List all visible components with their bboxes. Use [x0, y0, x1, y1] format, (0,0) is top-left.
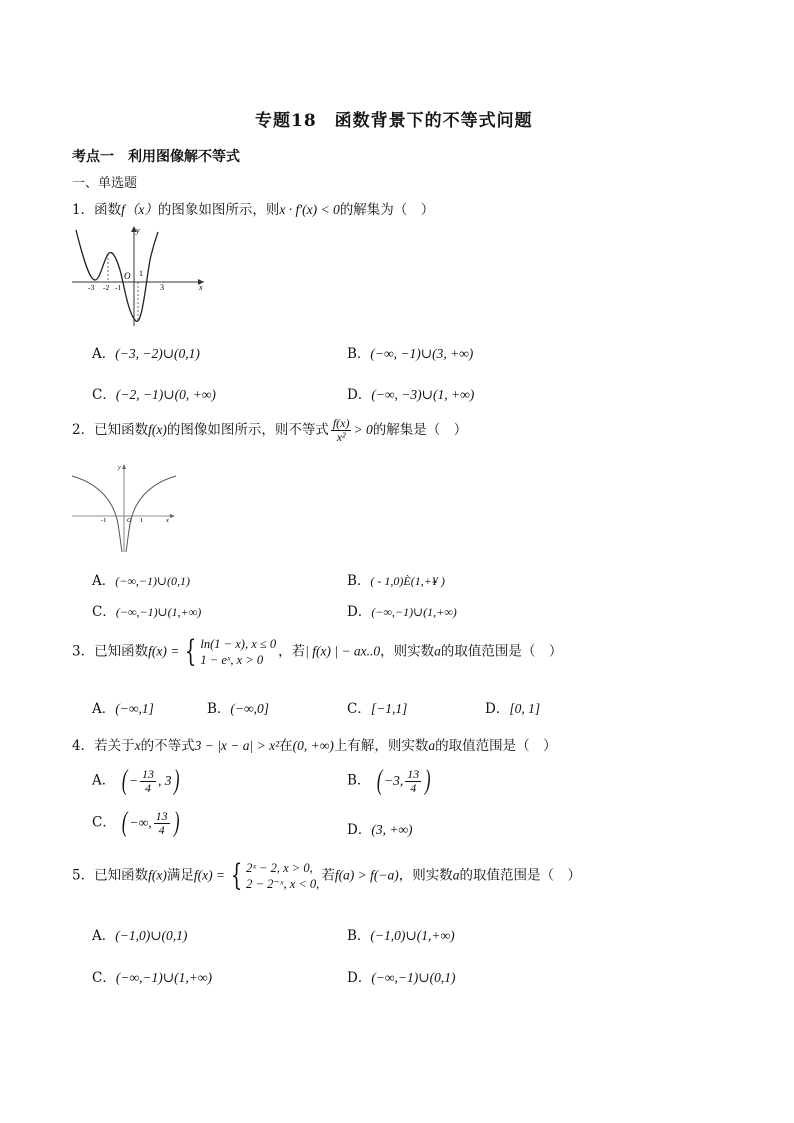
option-value: (−∞,−1)∪(1,+∞): [115, 605, 202, 619]
q3-case-1: ln(1 − x), x ≤ 0: [200, 637, 277, 651]
option-value: [−1,1]: [370, 701, 408, 716]
q2-denominator: x²: [336, 430, 346, 444]
option-value: (−1,0)∪(0,1): [115, 928, 188, 943]
q5-condition: f(a) > f(−a): [334, 867, 399, 883]
q4-mid-2: 在: [279, 738, 293, 754]
option-value: ( - 1,0)È(1,+¥ ): [370, 574, 445, 588]
q1-function: f（x）: [121, 202, 158, 217]
q4-suffix: 上有解，则实数: [333, 738, 429, 754]
question-5-stem: [72, 860, 581, 892]
denominator: 4: [145, 780, 151, 795]
question-2-stem: [72, 417, 467, 444]
q1-suffix: 的解集为（ ）: [339, 202, 435, 218]
q2-graph-label: 1: [140, 517, 144, 524]
q2-graph: [70, 462, 180, 556]
option-value: ( −3, $\frac{13}{4}$ ): [376, 765, 431, 796]
sign: −: [128, 773, 138, 788]
q4-inequality: 3 − |x − a| > x²: [194, 738, 280, 753]
denominator: 4: [410, 780, 417, 795]
option-value: (−∞,−1)∪(0,1): [115, 574, 191, 588]
q5-function: f(x): [148, 867, 167, 883]
q1-option-d[interactable]: [347, 383, 474, 403]
option-value: ( −∞, $\frac{13}{4}$ ): [122, 807, 180, 838]
q2-option-b[interactable]: [347, 569, 445, 589]
q2-suffix: 的解集是（ ）: [372, 422, 468, 438]
q4-suffix-2: 的取值范围是（ ）: [435, 738, 557, 754]
q2-graph-label: y: [118, 465, 121, 471]
q5-suffix-2: 的取值范围是（ ）: [459, 867, 582, 884]
option-label: C．: [92, 814, 116, 831]
option-value: [0, 1]: [509, 701, 541, 716]
q4-option-b[interactable]: [347, 766, 433, 796]
q5-case-1: 2ˣ − 2, x > 0,: [246, 861, 313, 875]
option-label: B．: [207, 701, 231, 717]
option-label: C．: [347, 701, 371, 717]
option-value: (3, +∞): [371, 822, 413, 837]
q5-option-d[interactable]: [347, 966, 455, 986]
q3-suffix-2: 的取值范围是（ ）: [440, 643, 563, 660]
option-value: ( − $\frac{13}{4}$ , 3 ): [121, 765, 179, 796]
option-value: (−∞,−1)∪(1,+∞): [115, 970, 212, 985]
q3-piecewise: [181, 636, 276, 668]
q2-graph-label: -1: [101, 517, 107, 524]
q2-option-c[interactable]: [92, 600, 201, 620]
q5-piecewise: [227, 860, 319, 892]
q1-mid: 的图象如图所示，则: [157, 202, 280, 218]
option-label: A．: [92, 701, 116, 717]
q2-relation: > 0: [353, 422, 373, 437]
q3-condition: | f(x) | − ax..0: [305, 643, 381, 659]
q3-option-d[interactable]: [485, 697, 540, 717]
q1-graph: [70, 222, 210, 330]
page-title: 专题18 函数背景下的不等式问题: [255, 111, 533, 131]
q3-suffix: ，则实数: [380, 643, 435, 660]
section-heading: 考点一 利用图像解不等式: [72, 149, 240, 165]
brace-icon: {: [185, 634, 197, 669]
q2-option-d[interactable]: [347, 600, 457, 620]
q1-option-a[interactable]: [92, 342, 200, 362]
q2-numerator: f(x): [332, 416, 350, 430]
q2-option-a[interactable]: [92, 569, 190, 589]
option-label: A．: [92, 346, 116, 362]
option-value: (−3, −2)∪(0,1): [115, 346, 200, 361]
numerator: 13: [407, 766, 420, 781]
question-3-stem: [72, 636, 562, 668]
q4-option-d[interactable]: [347, 818, 413, 838]
q3-case-2: 1 − eˣ, x > 0: [200, 653, 264, 667]
q2-function: f(x): [148, 422, 167, 437]
q4-prefix: 4．若关于: [72, 738, 135, 754]
q1-graph-label: O: [124, 271, 131, 281]
q1-graph-label: -2: [103, 283, 110, 292]
brace-icon: {: [230, 858, 243, 893]
option-value: (−∞,−1)∪(1,+∞): [371, 605, 457, 619]
q5-option-c[interactable]: [92, 966, 212, 986]
q5-prefix: 5．已知函数: [72, 867, 149, 884]
question-1-stem: [72, 198, 434, 218]
q5-mid: 满足: [166, 867, 194, 884]
q3-option-c[interactable]: [347, 697, 407, 717]
q3-mid: ，若: [278, 643, 306, 660]
q1-graph-label: -3: [88, 283, 95, 292]
option-label: D．: [347, 604, 372, 620]
option-label: B．: [347, 346, 371, 362]
option-label: B．: [347, 772, 371, 789]
q4-mid: 的不等式: [140, 738, 195, 754]
q2-mid: 的图像如图所示，则不等式: [166, 422, 329, 438]
option-value: (−∞,−1)∪(0,1): [371, 970, 456, 985]
q5-suffix: ，则实数: [398, 867, 453, 884]
q3-prefix: 3．已知函数: [72, 643, 149, 660]
q5-mid-2: 若: [321, 867, 335, 884]
q4-variable-x: x: [134, 738, 141, 753]
option-label: A．: [92, 772, 116, 789]
q5-case-2: 2 − 2⁻ˣ, x < 0,: [246, 877, 320, 891]
option-value: (−2, −1)∪(0, +∞): [115, 387, 216, 402]
q1-graph-label: 3: [160, 283, 164, 292]
q1-graph-label: x: [199, 283, 203, 292]
option-label: C．: [92, 970, 116, 986]
denominator: 4: [158, 822, 165, 837]
q2-graph-label: O: [127, 517, 132, 524]
q5-function-def: f(x) =: [193, 867, 226, 883]
q1-prefix: 1．函数: [72, 202, 122, 218]
option-label: D．: [347, 822, 372, 838]
q1-option-b[interactable]: [347, 342, 473, 362]
tail: , 3: [158, 773, 172, 788]
numerator: 13: [142, 766, 154, 781]
head: −3,: [384, 773, 404, 788]
option-value: (−∞,1]: [115, 701, 154, 716]
q5-option-a[interactable]: [92, 924, 187, 944]
q4-option-a[interactable]: [92, 766, 181, 796]
option-label: A．: [92, 573, 116, 589]
option-value: (−∞,0]: [230, 701, 270, 716]
option-label: B．: [347, 928, 371, 944]
option-label: A．: [92, 928, 116, 944]
q1-condition: x · f′(x) < 0: [279, 202, 340, 217]
option-label: D．: [347, 970, 372, 986]
option-label: C．: [92, 387, 116, 403]
q5-option-b[interactable]: [347, 924, 455, 944]
option-label: D．: [347, 387, 372, 403]
q4-variable-a: a: [428, 738, 436, 753]
q3-function: f(x) =: [148, 643, 180, 659]
q1-graph-label: -1: [115, 283, 122, 292]
q1-option-c[interactable]: [92, 383, 216, 403]
option-value: (−∞, −1)∪(3, +∞): [370, 346, 474, 361]
q2-prefix: 2．已知函数: [72, 422, 149, 438]
q4-interval: (0, +∞): [292, 738, 334, 753]
option-label: B．: [347, 573, 371, 589]
q1-graph-label: y: [136, 226, 140, 235]
q3-option-b[interactable]: [207, 697, 269, 717]
q3-variable: a: [434, 643, 441, 659]
subsection-heading: 一、单选题: [72, 176, 138, 191]
q5-variable: a: [452, 867, 460, 883]
option-value: (−∞, −3)∪(1, +∞): [371, 387, 475, 402]
q3-option-a[interactable]: [92, 697, 154, 717]
head: −∞,: [129, 815, 152, 830]
q4-option-c[interactable]: [92, 808, 181, 838]
option-label: D．: [485, 701, 510, 717]
question-4-stem: [72, 734, 557, 754]
q1-graph-label: 1: [139, 269, 143, 278]
numerator: 13: [155, 808, 168, 823]
q2-graph-label: x: [166, 517, 169, 524]
q2-fraction: [331, 417, 352, 444]
option-value: (−1,0)∪(1,+∞): [370, 928, 455, 943]
option-label: C．: [92, 604, 116, 620]
